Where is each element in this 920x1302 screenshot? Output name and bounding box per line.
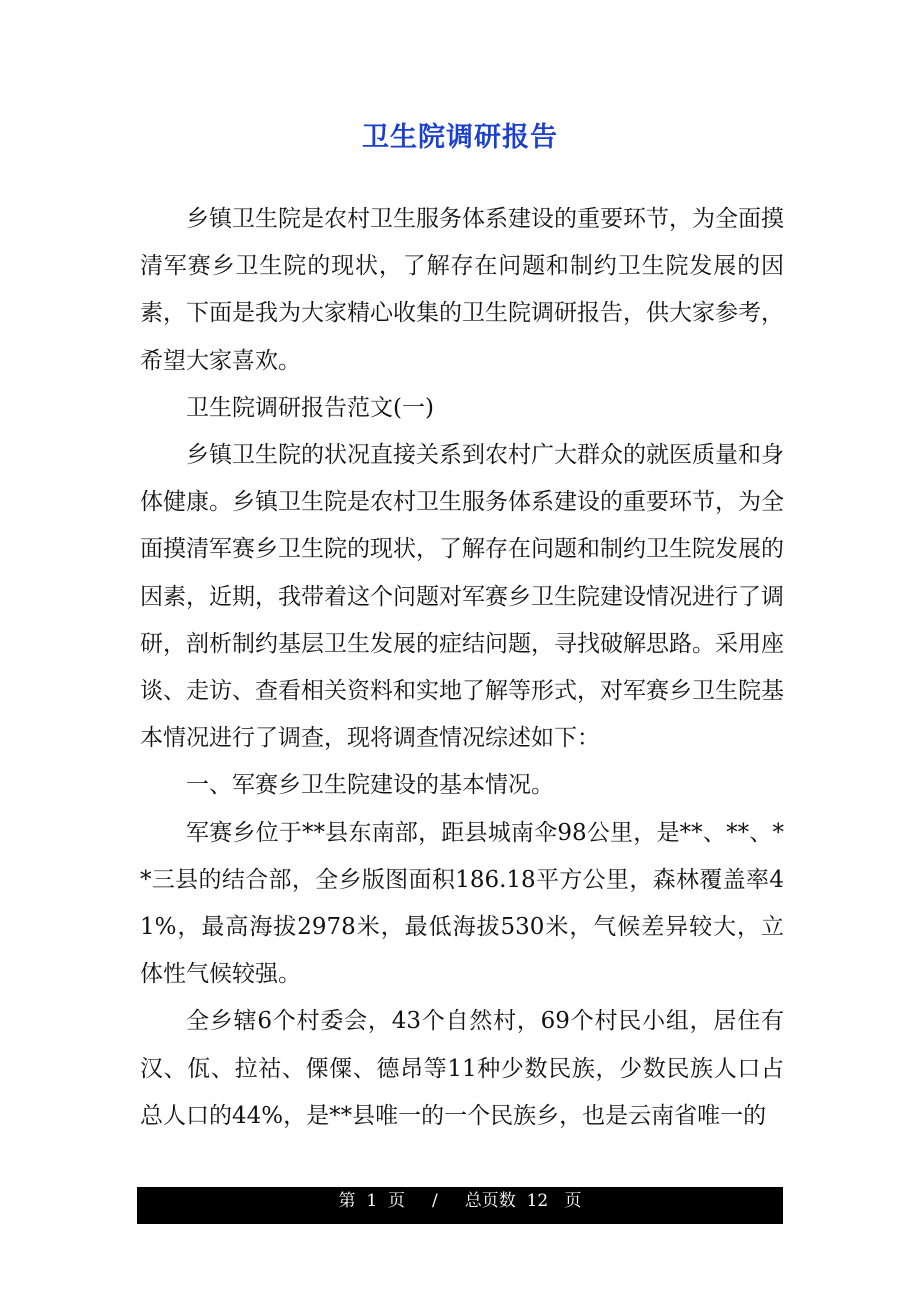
total-pages-suffix: 页 [564,1191,582,1211]
paragraph-population: 全乡辖6个村委会，43个自然村，69个村民小组，居住有汉、佤、拉祜、傈僳、德昂等11种少数民族，少数民族人口占总人口的44%，是**县唯一的一个民族乡，也是云南省唯一的 [140,1008,784,1129]
section-heading: 一、军赛乡卫生院建设的基本情况。 [186,772,554,799]
page-label-suffix: 页 [387,1191,405,1211]
page-label-prefix: 第 [338,1191,356,1211]
page-separator: / [432,1191,438,1211]
paragraph-subheading: 卫生院调研报告范文(一) [186,394,434,421]
document-body [140,196,784,1140]
page-footer [137,1187,783,1224]
paragraph-overview: 乡镇卫生院的状况直接关系到农村广大群众的就医质量和身体健康。乡镇卫生院是农村卫生服务体系建设的重要环节，为全面摸清军赛乡卫生院的现状，了解存在问题和制约卫生院发展的因素，近期，我带着这个问题对军赛乡卫生院建设情况进行了调研，剖析制约基层卫生发展的症结问题，寻找破解思路。采用座谈、走访、查看相关资料和实地了解等形式，对军赛乡卫生院基本情况进行了调查，现将调查情况综述如下： [140,442,784,752]
paragraph-intro: 乡镇卫生院是农村卫生服务体系建设的重要环节，为全面摸清军赛乡卫生院的现状，了解存在问题和制约卫生院发展的因素，下面是我为大家精心收集的卫生院调研报告，供大家参考，希望大家喜欢。 [140,206,784,374]
total-pages-number: 12 [526,1191,549,1211]
page-title: 卫生院调研报告 [362,122,558,153]
paragraph-geography: 军赛乡位于**县东南部，距县城南伞98公里，是**、**、**三县的结合部，全乡版图面积186.18平方公里，森林覆盖率41%，最高海拔2978米，最低海拔530米，气候差异较大，立体性气候较强。 [140,819,784,988]
total-pages-label: 总页数 [464,1191,516,1211]
page-number: 1 [366,1191,378,1211]
